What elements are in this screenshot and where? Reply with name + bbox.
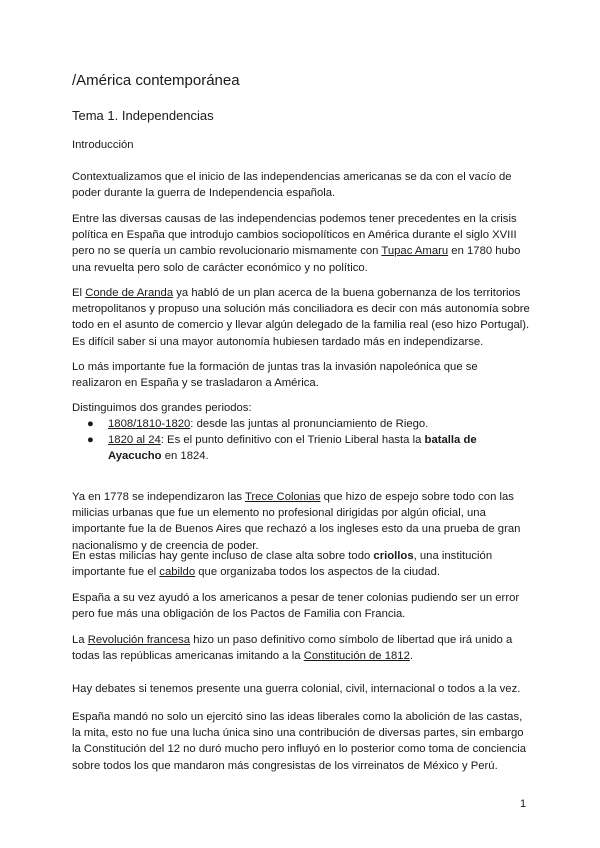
- link-cabildo[interactable]: cabildo: [159, 566, 196, 579]
- section-heading: Introducción: [72, 139, 134, 151]
- link-period-1[interactable]: 1808/1810-1820: [108, 418, 191, 430]
- link-period-2[interactable]: 1820 al 24: [108, 434, 161, 447]
- link-revolucion-francesa[interactable]: Revolución francesa: [87, 634, 191, 646]
- topic-title: Tema 1. Independencias: [72, 108, 214, 123]
- paragraph-espana-ayudo: España a su vez ayudó a los americanos a pesar de tener colonias pudiendo ser un error pero fue más una obligación de los Pactos de Familia con Francia.: [72, 592, 520, 621]
- link-constitucion-1812[interactable]: Constitución de 1812: [303, 650, 410, 663]
- paragraph-revolucion: La Revolución francesa hizo un paso definitivo como símbolo de libertad que irá unido a todas las repúblicas americanas imitando a la Constitución de 1812.: [72, 634, 513, 663]
- bullet-icon: ●: [87, 418, 94, 430]
- link-conde-de-aranda[interactable]: Conde de Aranda: [85, 287, 174, 299]
- paragraph-causes: Entre las diversas causas de las independencias podemos tener precedentes en la crisis política en España que introdujo cambios sociopolíticos en América durante el siglo XVIII pero no se quería un cambio revolucionario mismamente con Tupac Amaru en 1780 hubo una revuelta pero solo de carácter económico y no político.: [72, 213, 521, 274]
- paragraph-espana-mando: España mandó no solo un ejercitó sino las ideas liberales como la abolición de las castas, la mita, esto no fue una lucha única sino una contribución de diversas partes, sin embargo la Constitución del 12 no duró mucho pero influyó en lo posterior como toma de conciencia sobre todos los que mandaron más congresistas de los virreinatos de México y Perú.: [72, 711, 527, 772]
- list-item: ● 1820 al 24: Es el punto definitivo con el Trienio Liberal hasta la batalla de Ayacucho en 1824.: [87, 434, 477, 463]
- paragraph-debates: Hay debates si tenemos presente una guerra colonial, civil, internacional o todos a la vez.: [72, 683, 521, 695]
- paragraph-milicias: En estas milicias hay gente incluso de clase alta sobre todo criollos, una institución importante fue el cabildo que organizaba todos los aspectos de la ciudad.: [72, 550, 493, 579]
- paragraph-juntas: Lo más importante fue la formación de juntas tras la invasión napoleónica que se realizaron en España y se trasladaron a América.: [72, 361, 478, 390]
- document-title: /América contemporánea: [72, 72, 240, 89]
- paragraph-context: Contextualizamos que el inicio de las independencias americanas se da con el vacío de poder durante la guerra de Independencia española.: [72, 171, 512, 200]
- paragraph-trece-colonias: Ya en 1778 se independizaron las Trece Colonias que hizo de espejo sobre todo con las milicias urbanas que fue un elemento no profesional dirigidas por algún oficial, una importante fue la de Buenos Aires que rechazó a los ingleses esto da una prueba de gran nacionalismo y de creencia de poder.: [72, 491, 521, 552]
- list-item: ● 1808/1810-1820: desde las juntas al pronunciamiento de Riego.: [72, 416, 530, 432]
- link-tupac-amaru[interactable]: Tupac Amaru: [381, 245, 449, 258]
- bold-criollos: criollos: [373, 550, 414, 562]
- paragraph-periods-intro: Distinguimos dos grandes periodos:: [72, 402, 252, 414]
- link-trece-colonias[interactable]: Trece Colonias: [244, 491, 321, 503]
- paragraph-aranda: El Conde de Aranda ya habló de un plan acerca de la buena gobernanza de los territorios metropolitanos y propuso una solución más conciliadora es decir con más autonomía sobre todo en el asunto de comercio y llevar algún delegado de la familia real (eso hizo Portugal). Es difícil saber si una mayor autonomía hubiesen tardado más en independizarse.: [72, 287, 530, 348]
- periods-list: [72, 416, 530, 465]
- page-number: 1: [520, 798, 527, 810]
- bold-ayacucho: batalla de Ayacucho: [108, 434, 477, 463]
- bullet-icon: ●: [87, 434, 94, 447]
